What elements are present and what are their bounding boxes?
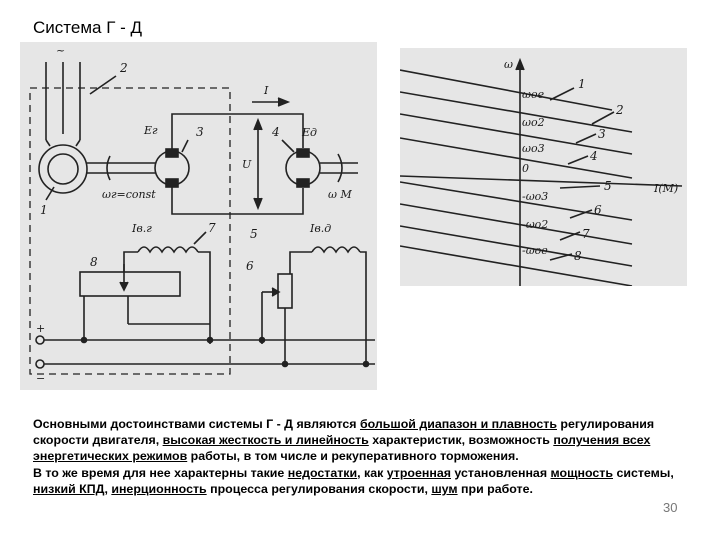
line-number-3: 3	[598, 127, 606, 141]
number-4: 4	[272, 125, 280, 139]
omega-g-label: ωг=const	[102, 188, 156, 201]
advantages-text-4: характеристик, возможность	[368, 433, 554, 448]
number-6: 6	[246, 259, 254, 273]
disadvantages-text-6: системы,	[613, 465, 674, 480]
minus-label: −	[36, 372, 46, 385]
characteristic-7	[400, 226, 632, 266]
disadvantages-word: недостатки	[287, 465, 358, 480]
advantage-stiffness-linearity: высокая жесткость и линейность	[162, 433, 369, 448]
line-number-6: 6	[594, 203, 602, 217]
line-number-5: 5	[604, 179, 612, 193]
level-label-5: -ωое	[522, 244, 548, 257]
circuit-svg	[20, 42, 377, 390]
disadvantages-text-10: процесса регулирования скорости,	[206, 481, 432, 496]
current-label: I	[264, 84, 269, 97]
advantages-text-0: Основными достоинствами системы Г - Д являются	[33, 417, 360, 431]
number-7: 7	[208, 221, 216, 235]
level-label-1: ωо2	[522, 116, 545, 129]
disadvantages-text-0: В то же время для нее характерны такие	[33, 465, 288, 480]
omega-m-label: ω M	[328, 188, 352, 201]
body-text	[33, 416, 693, 497]
current-axis-label: I(M)	[654, 182, 679, 195]
characteristic-2	[400, 92, 632, 132]
line-number-1: 1	[578, 77, 586, 91]
motor-rheostat	[278, 274, 292, 308]
level-label-2: ωо3	[522, 142, 545, 155]
line-number-8: 8	[574, 249, 582, 263]
line-number-7: 7	[582, 227, 590, 241]
advantages-paragraph	[33, 416, 693, 465]
disadvantage-low-efficiency: низкий КПД	[33, 481, 105, 496]
u-label: U	[242, 158, 252, 171]
level-label-3: -ωо3	[522, 190, 549, 203]
number-3: 3	[196, 125, 204, 139]
line-number-2: 2	[616, 103, 624, 117]
omega-axis-label: ω	[504, 58, 513, 71]
page-number: 30	[663, 500, 678, 515]
generator-rheostat	[80, 272, 180, 296]
advantage-energy-modes: получения всех энергетических режимов	[33, 433, 651, 464]
number-2: 2	[120, 61, 128, 75]
slide-title: Система Г - Д	[33, 18, 143, 37]
disadvantages-text-12: при работе.	[457, 481, 533, 496]
motor-field-coil	[312, 247, 360, 252]
level-label-4: -ωо2	[522, 218, 549, 231]
disadvantage-tripled: утроенная	[386, 465, 451, 480]
number-5: 5	[250, 227, 258, 241]
line-number-4: 4	[590, 149, 598, 163]
number-8: 8	[90, 255, 98, 269]
disadvantage-power: мощность	[550, 465, 613, 480]
disadvantages-text-2: , как	[357, 465, 387, 480]
zero-label: 0	[522, 162, 529, 175]
circuit-diagram	[20, 42, 377, 390]
advantages-text-2: регулирования скорости двигателя,	[33, 417, 655, 448]
level-label-0: ωое	[522, 88, 545, 101]
eg-label: Eг	[144, 124, 158, 137]
ivd-label: Iв.д	[310, 222, 332, 235]
disadvantages-text-4: установленная	[450, 465, 551, 480]
ed-label: Eд	[302, 126, 318, 139]
advantage-range-smoothness: большой диапазон и плавность	[359, 417, 557, 431]
disadvantages-paragraph	[33, 465, 693, 497]
ivg-label: Iв.г	[132, 222, 152, 235]
tilde-label: ~	[56, 44, 66, 57]
generator-field-coil	[138, 247, 198, 252]
characteristics-plot	[400, 48, 687, 286]
characteristic-8	[400, 246, 632, 286]
ac-motor-symbol	[39, 145, 87, 193]
advantages-text-6: работы, в том числе и рекуперативного торможения.	[187, 449, 519, 464]
disadvantage-noise: шум	[431, 481, 458, 496]
disadvantages-text-8: ,	[104, 481, 112, 496]
characteristics-svg	[400, 48, 687, 286]
plus-label: +	[36, 322, 46, 335]
current-axis	[400, 176, 682, 186]
disadvantage-inertia: инерционность	[111, 481, 207, 496]
number-1: 1	[40, 203, 48, 217]
